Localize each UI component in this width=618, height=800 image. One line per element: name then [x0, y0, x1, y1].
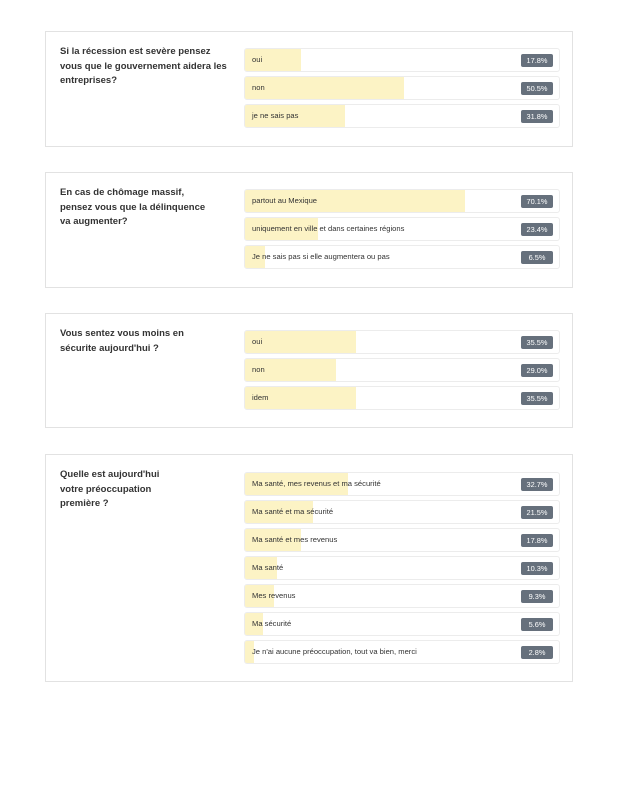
poll-option[interactable] [244, 76, 560, 100]
percent-badge: 35.5% [521, 336, 553, 349]
poll-option[interactable] [244, 500, 560, 524]
percent-badge: 31.8% [521, 110, 553, 123]
poll-option[interactable] [244, 330, 560, 354]
option-label: Mes revenus [252, 591, 296, 600]
option-label: je ne sais pas [252, 111, 299, 120]
poll-question: Si la récession est sevère pensez vous que le gouvernement aidera les entreprises? [60, 46, 227, 86]
option-label: non [252, 83, 265, 92]
poll-option[interactable] [244, 584, 560, 608]
poll-card-1 [45, 31, 573, 147]
poll-option[interactable] [244, 358, 560, 382]
poll-question: Quelle est aujourd'hui votre préoccupation première ? [60, 469, 160, 509]
poll-option[interactable] [244, 472, 560, 496]
poll-option[interactable] [244, 556, 560, 580]
percent-badge: 23.4% [521, 223, 553, 236]
poll-option[interactable] [244, 640, 560, 664]
poll-question: Vous sentez vous moins en sécurite aujourd'hui ? [60, 328, 184, 354]
poll-option[interactable] [244, 528, 560, 552]
percent-badge: 6.5% [521, 251, 553, 264]
poll-question: En cas de chômage massif, pensez vous que la délinquence va augmenter? [60, 187, 206, 227]
option-label: uniquement en ville et dans certaines régions [252, 224, 405, 233]
percent-badge: 21.5% [521, 506, 553, 519]
poll-option[interactable] [244, 245, 560, 269]
percent-badge: 29.0% [521, 364, 553, 377]
percent-badge: 50.5% [521, 82, 553, 95]
option-label: Je ne sais pas si elle augmentera ou pas [252, 252, 390, 261]
poll-card-3 [45, 313, 573, 428]
percent-badge: 35.5% [521, 392, 553, 405]
percent-badge: 32.7% [521, 478, 553, 491]
option-label: partout au Mexique [252, 196, 318, 205]
option-label: Ma sécurité [252, 619, 292, 628]
poll-option[interactable] [244, 386, 560, 410]
option-label: Ma santé [252, 563, 284, 572]
option-label: oui [252, 337, 263, 346]
poll-option[interactable] [244, 189, 560, 213]
percent-badge: 2.8% [521, 646, 553, 659]
option-label: Je n'ai aucune préoccupation, tout va bien, merci [252, 647, 417, 656]
poll-option[interactable] [244, 48, 560, 72]
option-label: Ma santé, mes revenus et ma sécurité [252, 479, 381, 488]
option-label: oui [252, 55, 263, 64]
option-label: Ma santé et ma sécurité [252, 507, 334, 516]
option-label: Ma santé et mes revenus [252, 535, 338, 544]
percent-badge: 5.6% [521, 618, 553, 631]
poll-option[interactable] [244, 104, 560, 128]
percent-badge: 10.3% [521, 562, 553, 575]
percent-badge: 70.1% [521, 195, 553, 208]
result-bar [245, 77, 404, 99]
poll-option[interactable] [244, 612, 560, 636]
poll-card-4 [45, 454, 573, 682]
option-label: non [252, 365, 265, 374]
percent-badge: 17.8% [521, 54, 553, 67]
poll-option[interactable] [244, 217, 560, 241]
percent-badge: 17.8% [521, 534, 553, 547]
percent-badge: 9.3% [521, 590, 553, 603]
option-label: idem [252, 393, 269, 402]
poll-card-2 [45, 172, 573, 288]
